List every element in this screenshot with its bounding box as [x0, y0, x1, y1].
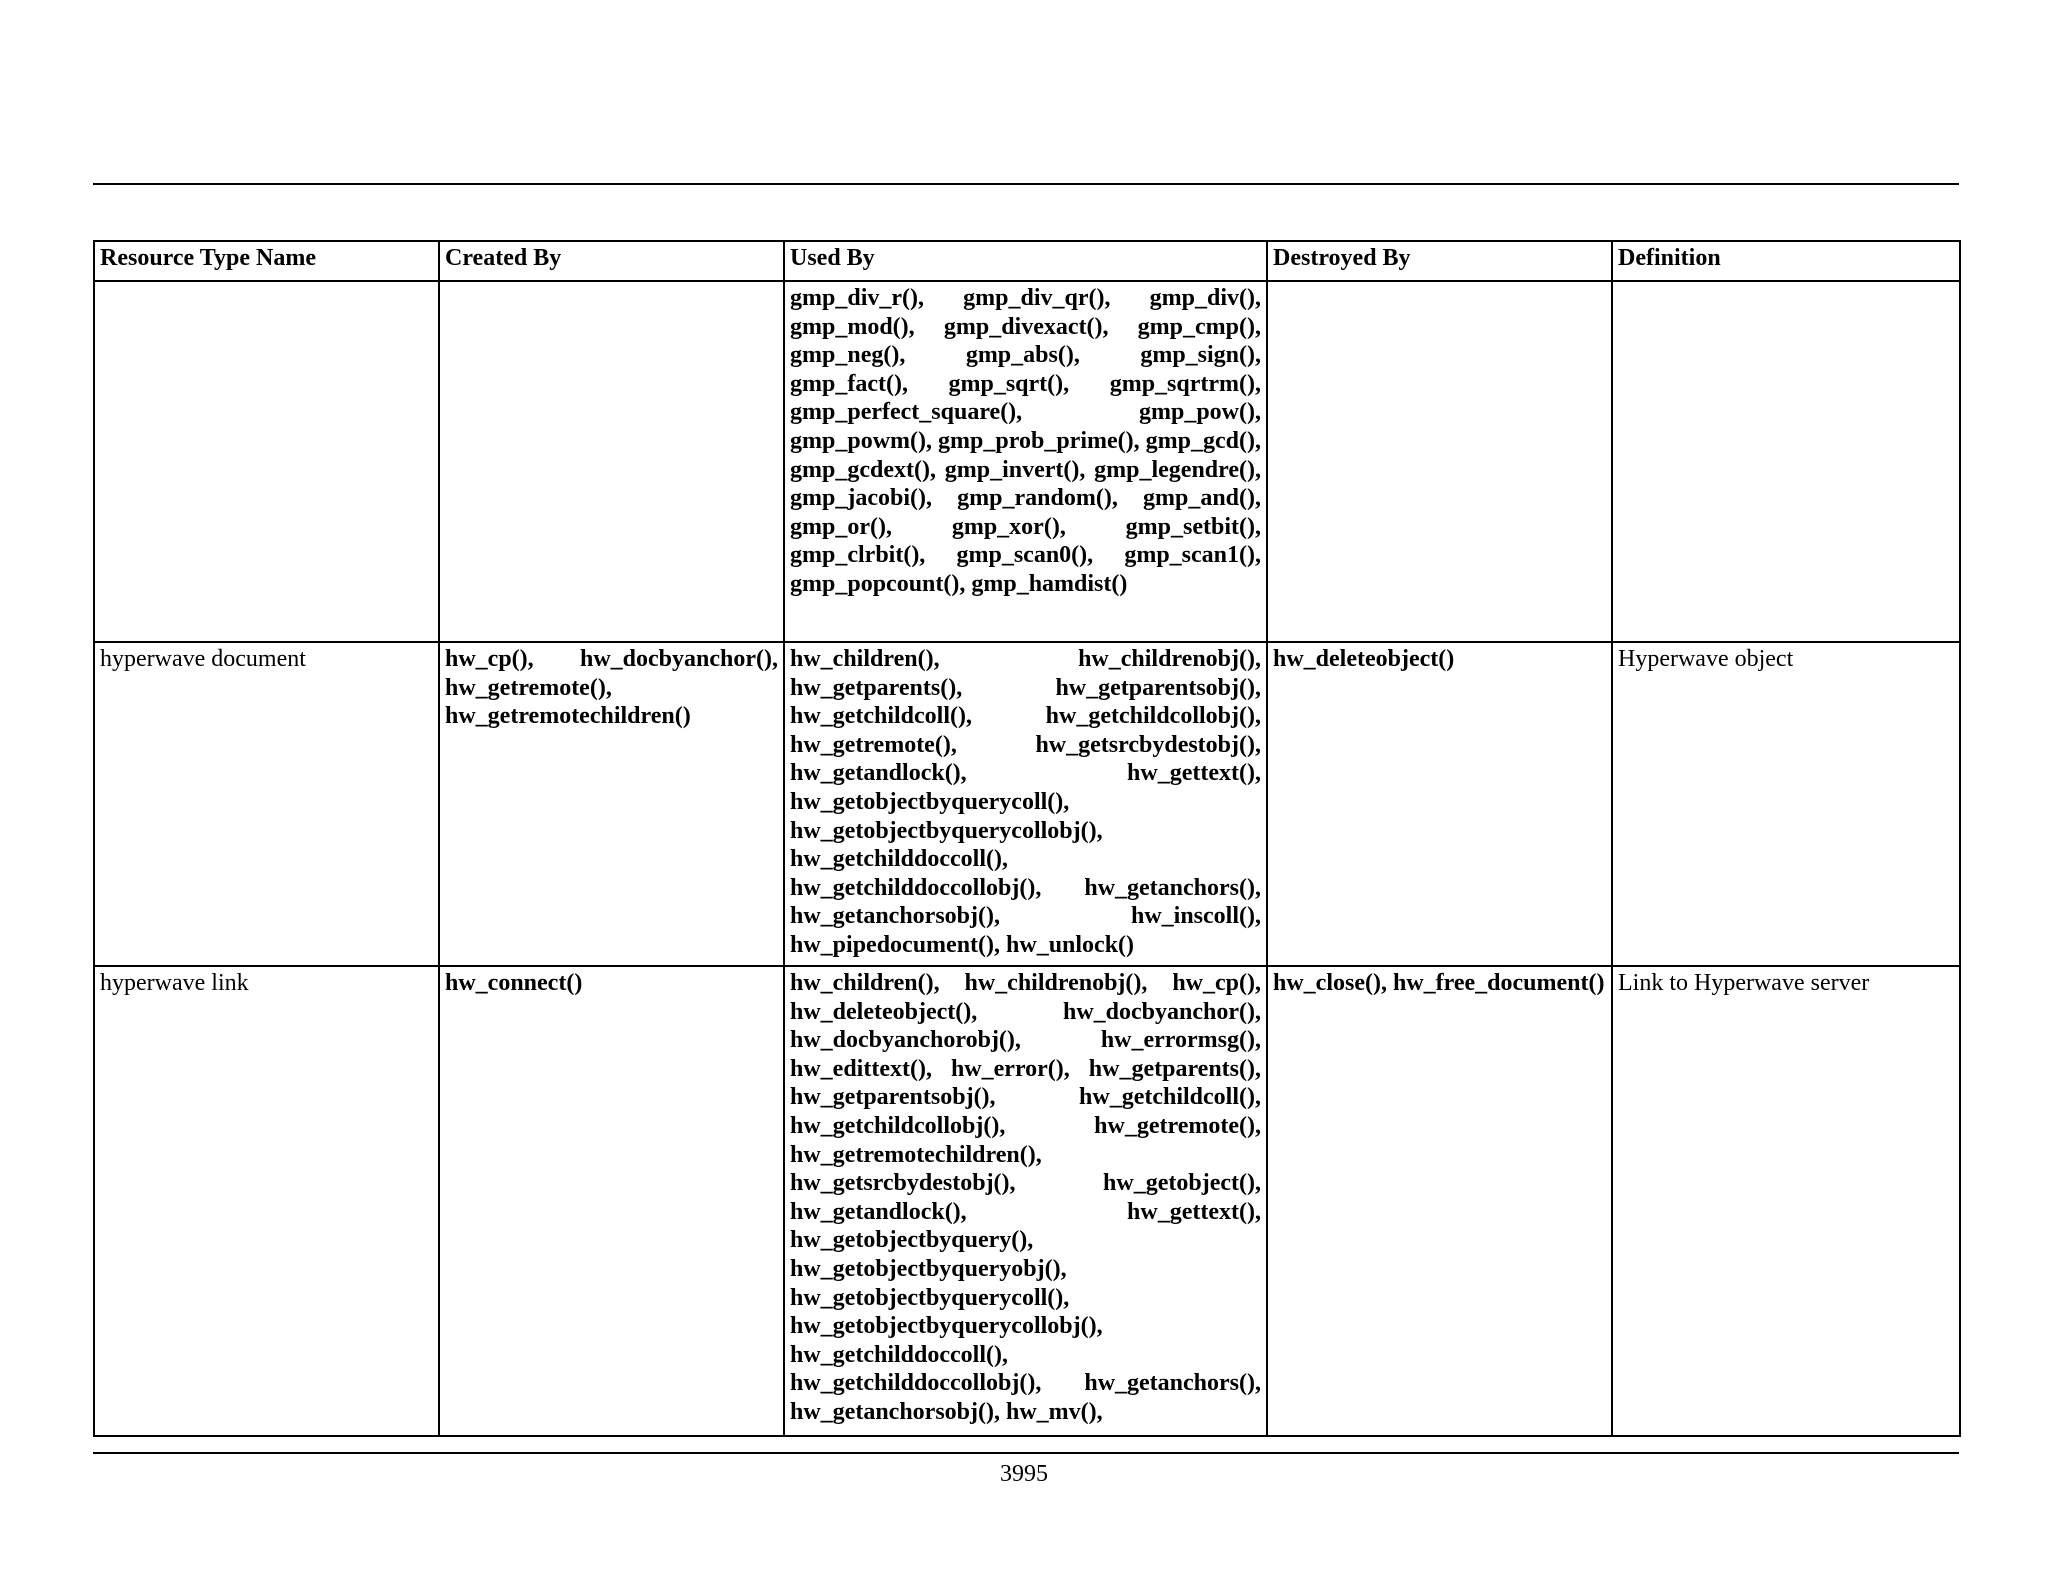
cell-destroyed-by: hw_close(), hw_free_document() [1267, 966, 1612, 1436]
cell-resource-name: hyperwave link [94, 966, 439, 1436]
table-row [94, 281, 1960, 642]
header-created-by: Created By [439, 241, 784, 281]
table-row [94, 966, 1960, 1436]
cell-created-by: hw_cp(), hw_docbyanchor(), hw_getremote(), hw_getremotechildren() [439, 642, 784, 966]
header-resource-type-name: Resource Type Name [94, 241, 439, 281]
cell-definition: Link to Hyperwave server [1612, 966, 1960, 1436]
cell-resource-name: hyperwave document [94, 642, 439, 966]
header-rule [93, 183, 1959, 185]
cell-resource-name [94, 281, 439, 642]
header-definition: Definition [1612, 241, 1960, 281]
resource-types-table [93, 240, 1961, 1437]
header-used-by: Used By [784, 241, 1267, 281]
page-number: 3995 [1000, 1461, 1048, 1487]
table-header-row [94, 241, 1960, 281]
cell-created-by: hw_connect() [439, 966, 784, 1436]
cell-created-by [439, 281, 784, 642]
cell-used-by: hw_children(), hw_childrenobj(), hw_cp(), hw_deleteobject(), hw_docbyanchor(), hw_docbyanchorobj(), hw_errormsg(), hw_edittext(), hw_error(), hw_getparents(), hw_getparentsobj(), hw_getchildcoll(), hw_getchildcollobj(), hw_getremote(), hw_getremotechildren(), hw_getsrcbydestobj(), hw_getobject(), hw_getandlock(), hw_gettext(), hw_getobjectbyquery(), hw_getobjectbyqueryobj(), hw_getobjectbyquerycoll(), hw_getobjectbyquerycollobj(), hw_getchilddoccoll(), hw_getchilddoccollobj(), hw_getanchors(), hw_getanchorsobj(), hw_mv(), [784, 966, 1267, 1436]
footer-rule [93, 1452, 1959, 1454]
table-row [94, 642, 1960, 966]
cell-definition: Hyperwave object [1612, 642, 1960, 966]
cell-used-by: hw_children(), hw_childrenobj(), hw_getparents(), hw_getparentsobj(), hw_getchildcoll(), hw_getchildcollobj(), hw_getremote(), hw_getsrcbydestobj(), hw_getandlock(), hw_gettext(), hw_getobjectbyquerycoll(), hw_getobjectbyquerycollobj(), hw_getchilddoccoll(), hw_getchilddoccollobj(), hw_getanchors(), hw_getanchorsobj(), hw_inscoll(), hw_pipedocument(), hw_unlock() [784, 642, 1267, 966]
cell-destroyed-by: hw_deleteobject() [1267, 642, 1612, 966]
cell-destroyed-by [1267, 281, 1612, 642]
cell-used-by: gmp_div_r(), gmp_div_qr(), gmp_div(), gmp_mod(), gmp_divexact(), gmp_cmp(), gmp_neg(), gmp_abs(), gmp_sign(), gmp_fact(), gmp_sqrt(), gmp_sqrtrm(), gmp_perfect_square(), gmp_pow(), gmp_powm(), gmp_prob_prime(), gmp_gcd(), gmp_gcdext(), gmp_invert(), gmp_legendre(), gmp_jacobi(), gmp_random(), gmp_and(), gmp_or(), gmp_xor(), gmp_setbit(), gmp_clrbit(), gmp_scan0(), gmp_scan1(), gmp_popcount(), gmp_hamdist() [784, 281, 1267, 642]
cell-definition [1612, 281, 1960, 642]
header-destroyed-by: Destroyed By [1267, 241, 1612, 281]
